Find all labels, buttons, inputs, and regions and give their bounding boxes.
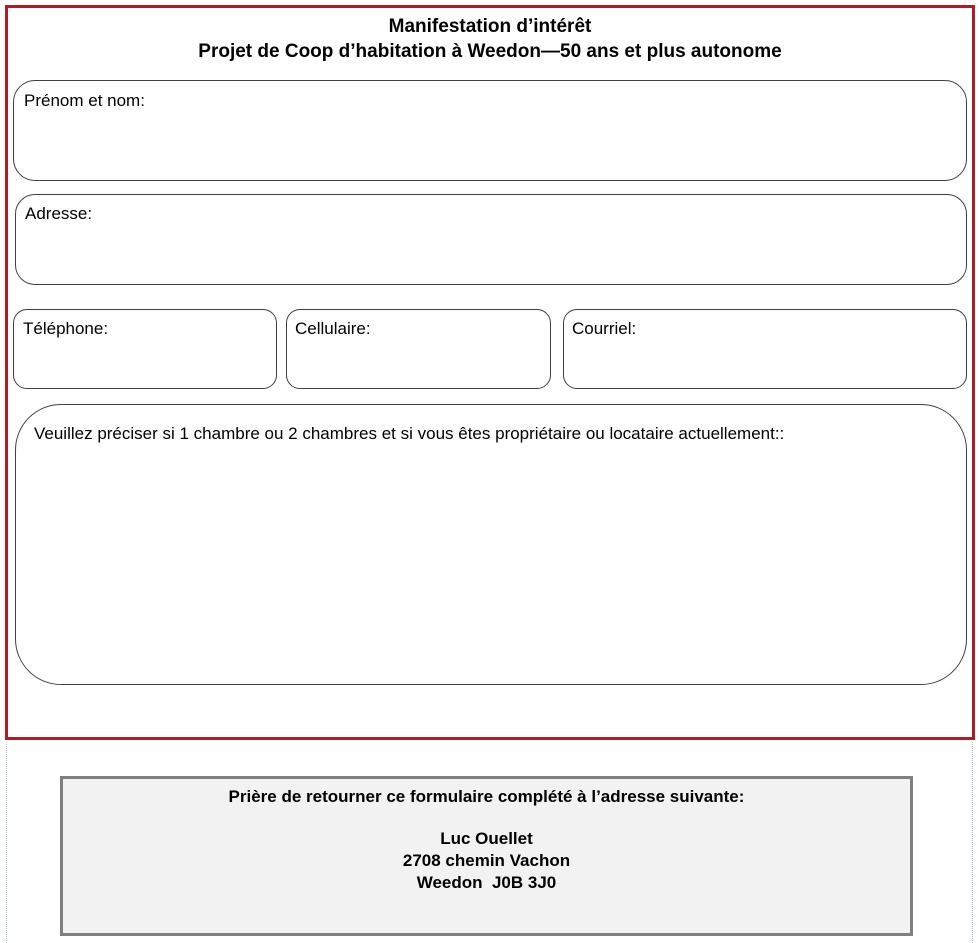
details-field[interactable] [15, 404, 967, 685]
return-name: Luc Ouellet [440, 829, 533, 848]
form-subtitle: Projet de Coop d’habitation à Weedon—50 ans et plus autonome [198, 41, 782, 62]
return-street: 2708 chemin Vachon [402, 851, 571, 870]
form-title: Manifestation d’intérêt [388, 16, 592, 37]
details-field-label: Veuillez préciser si 1 chambre ou 2 chambres et si vous êtes propriétaire ou locataire actuellement:: [34, 424, 785, 443]
name-field-label: Prénom et nom: [24, 91, 145, 110]
email-field-label: Courriel: [572, 319, 637, 338]
interest-form [5, 5, 975, 740]
return-instruction: Prière de retourner ce formulaire complété à l’adresse suivante: [228, 787, 745, 806]
address-field[interactable] [15, 194, 967, 285]
return-address-box [60, 776, 913, 936]
left-guide-line [6, 742, 7, 943]
cell-field[interactable] [286, 309, 551, 389]
phone-field[interactable] [13, 309, 277, 389]
right-guide-line [972, 742, 973, 943]
phone-field-label: Téléphone: [23, 319, 109, 338]
email-field[interactable] [563, 309, 967, 389]
address-field-label: Adresse: [25, 204, 93, 223]
return-city: Weedon J0B 3J0 [416, 873, 557, 892]
cell-field-label: Cellulaire: [295, 319, 371, 338]
name-field[interactable] [13, 80, 967, 181]
